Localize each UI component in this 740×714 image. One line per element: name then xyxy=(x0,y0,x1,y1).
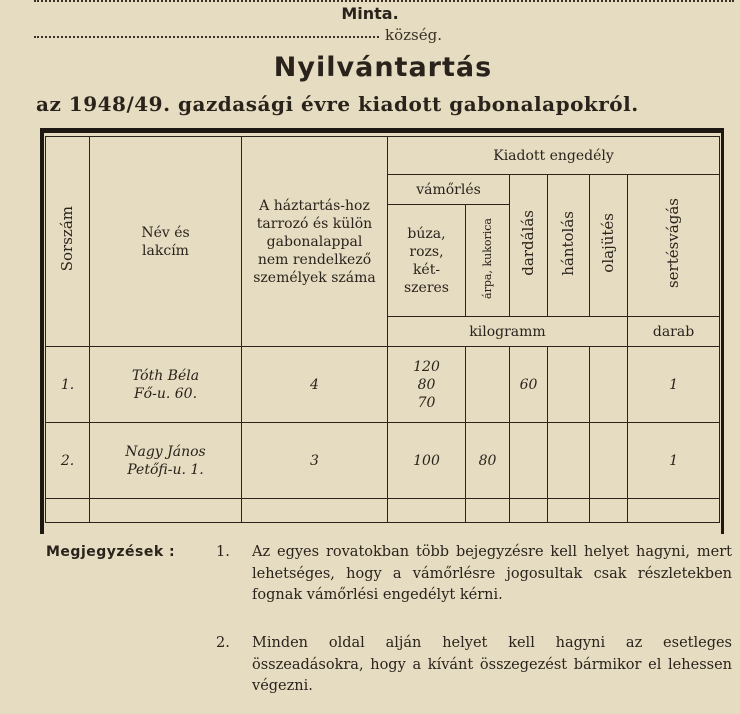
top-dotted-rule xyxy=(34,0,734,2)
header-nev: Név és lakcím xyxy=(90,137,242,347)
row-dardalas: 60 xyxy=(510,347,548,423)
note-text: Minden oldal alján helyet kell hagyni az esetleges összeadásokra, hogy a kívánt összegezést bármikor el lehessen végezni. xyxy=(252,635,732,694)
row-sertesvagas: 1 xyxy=(628,347,720,423)
row-buza: 120 80 70 xyxy=(388,347,466,423)
row-sorszam: 1. xyxy=(46,347,90,423)
row-dardalas xyxy=(510,423,548,499)
header-olajutes: olajütés xyxy=(590,175,628,317)
row-szemelyek: 3 xyxy=(242,423,388,499)
note-number: 2. xyxy=(216,635,230,651)
page-subtitle: az 1948/49. gazdasági évre kiadott gabonalapokról. xyxy=(36,92,639,116)
row-hantolas xyxy=(548,347,590,423)
minta-label: Minta. xyxy=(341,4,399,23)
row-arpa: 80 xyxy=(466,423,510,499)
row-arpa xyxy=(466,347,510,423)
header-sertesvagas: sertésvágás xyxy=(628,175,720,317)
page-title: Nyilvántartás xyxy=(273,52,493,83)
kozseg-line xyxy=(34,26,474,44)
note-number: 1. xyxy=(216,544,230,560)
row-buza: 100 xyxy=(388,423,466,499)
header-sorszam: Sorszám xyxy=(46,137,90,347)
note-text: Az egyes rovatokban több bejegyzésre kell helyet hagyni, mert lehetséges, hogy a vámőrlésre jogosultak csak részletekben fognak vámőrlési engedélyt kérni. xyxy=(252,544,732,603)
header-kiadott-engedely: Kiadott engedély xyxy=(388,137,720,175)
header-hantolas: hántolás xyxy=(548,175,590,317)
header-arpa: árpa, kukorica xyxy=(466,205,510,317)
header-dardalas: dardálás xyxy=(510,175,548,317)
unit-kilogramm: kilogramm xyxy=(388,317,628,347)
header-vamorles: vámőrlés xyxy=(388,175,510,205)
row-sertesvagas: 1 xyxy=(628,423,720,499)
row-szemelyek: 4 xyxy=(242,347,388,423)
unit-darab: darab xyxy=(628,317,720,347)
table-row xyxy=(46,423,720,499)
register-table xyxy=(45,136,720,523)
kozseg-blank xyxy=(34,36,379,38)
row-hantolas xyxy=(548,423,590,499)
header-haztartas: A háztartás-hoz tarrozó és külön gabonalappal nem rendelkező személyek száma xyxy=(242,137,388,347)
row-nev: Nagy János Petőfi-u. 1. xyxy=(90,423,242,499)
kozseg-suffix: község. xyxy=(385,26,442,44)
row-nev: Tóth Béla Fő-u. 60. xyxy=(90,347,242,423)
table-row xyxy=(46,347,720,423)
row-olajutes xyxy=(590,423,628,499)
notes-label: Megjegyzések : xyxy=(46,544,176,560)
table-row-empty xyxy=(46,499,720,523)
row-olajutes xyxy=(590,347,628,423)
header-buza: búza, rozs, két-szeres xyxy=(388,205,466,317)
row-sorszam: 2. xyxy=(46,423,90,499)
